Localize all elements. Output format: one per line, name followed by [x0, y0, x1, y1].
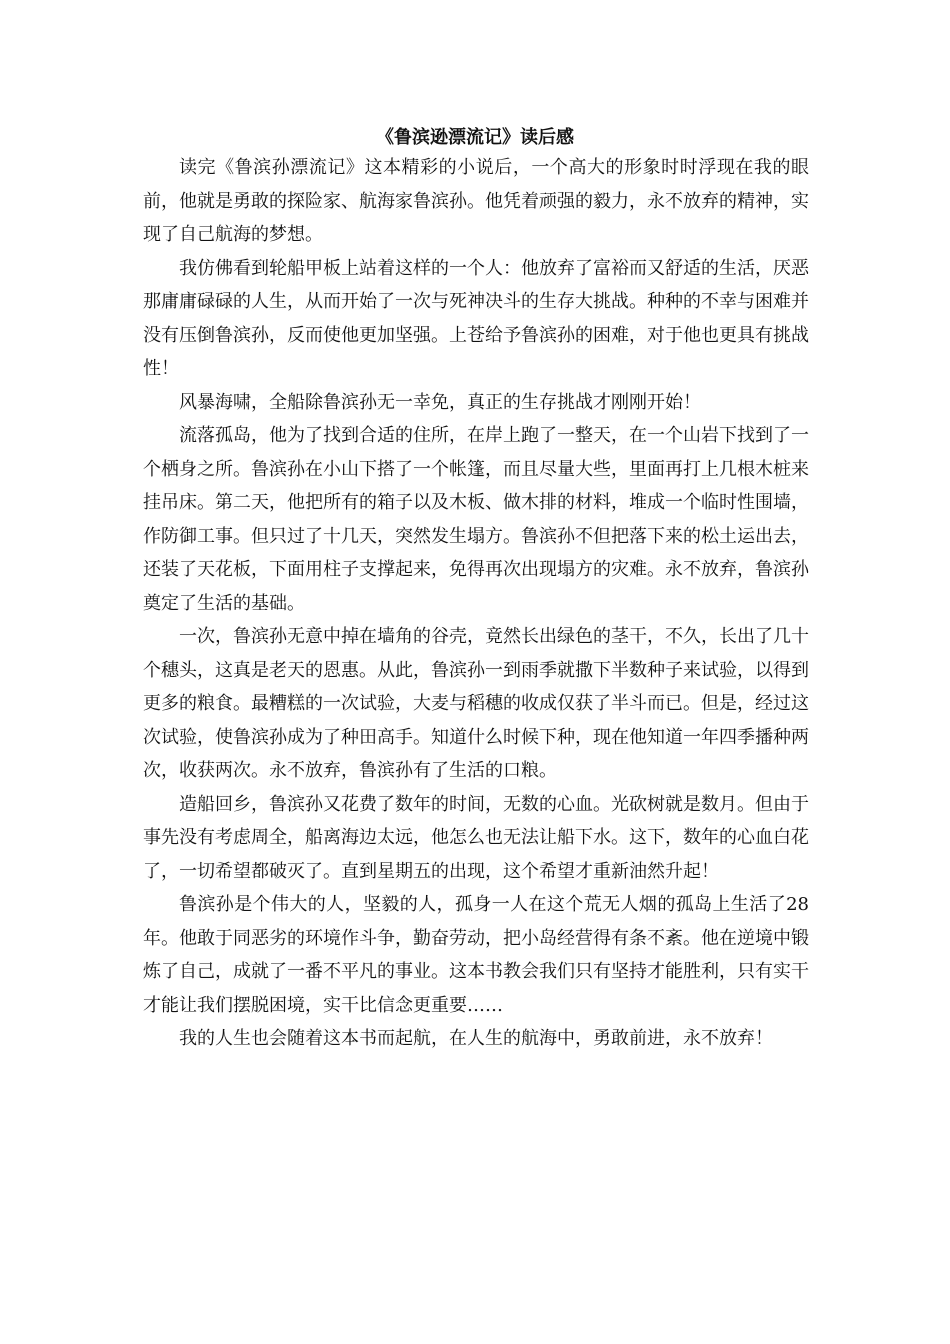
document-title: 《鲁滨逊漂流记》读后感	[376, 127, 574, 148]
paragraph-6: 造船回乡，鲁滨孙又花费了数年的时间，无数的心血。光砍树就是数月。但由于事先没有考虑周全，船离海边太远，他怎么也无法让船下水。这下，数年的心血白花了，一切希望都破灭了。直到星期五的出现，这个希望才重新油然升起！	[143, 793, 809, 882]
paragraph-3: 风暴海啸，全船除鲁滨孙无一幸免，真正的生存挑战才刚刚开始！	[179, 391, 701, 413]
document-body	[143, 151, 809, 1056]
paragraph-8: 我的人生也会随着这本书而起航，在人生的航海中，勇敢前进，永不放弃！	[179, 1028, 773, 1049]
paragraph-5: 一次，鲁滨孙无意中掉在墙角的谷壳，竟然长出绿色的茎干，不久，长出了几十个穗头，这真是老天的恩惠。从此，鲁滨孙一到雨季就撒下半数种子来试验，以得到更多的粮食。最糟糕的一次试验，大麦与稻穗的收成仅获了半斗而已。但是，经过这次试验，使鲁滨孙成为了种田高手。知道什么时候下种，现在他知道一年四季播种两次，收获两次。永不放弃，鲁滨孙有了生活的口粮。	[143, 626, 809, 781]
paragraph-2: 我仿佛看到轮船甲板上站着这样的一个人：他放弃了富裕而又舒适的生活，厌恶那庸庸碌碌的人生，从而开始了一次与死神决斗的生存大挑战。种种的不幸与困难并没有压倒鲁滨孙，反而使他更加坚强。上苍给予鲁滨孙的困难，对于他也更具有挑战性！	[143, 257, 809, 379]
paragraph-4: 流落孤岛，他为了找到合适的住所，在岸上跑了一整天，在一个山岩下找到了一个栖身之所。鲁滨孙在小山下搭了一个帐篷，而且尽量大些，里面再打上几根木桩来挂吊床。第二天，他把所有的箱子以及木板、做木排的材料，堆成一个临时性围墙，作防御工事。但只过了十几天，突然发生塌方。鲁滨孙不但把落下来的松土运出去，还装了天花板，下面用柱子支撑起来，免得再次出现塌方的灾难。永不放弃，鲁滨孙奠定了生活的基础。	[143, 425, 809, 614]
paragraph-1: 读完《鲁滨孙漂流记》这本精彩的小说后，一个高大的形象时时浮现在我的眼前，他就是勇敢的探险家、航海家鲁滨孙。他凭着顽强的毅力，永不放弃的精神，实现了自己航海的梦想。	[143, 157, 809, 245]
paragraph-7: 鲁滨孙是个伟大的人，坚毅的人，孤身一人在这个荒无人烟的孤岛上生活了28年。他敢于同恶劣的环境作斗争，勤奋劳动，把小岛经营得有条不紊。他在逆境中锻炼了自己，成就了一番不平凡的事业。这本书教会我们只有坚持才能胜利，只有实干才能让我们摆脱困境，实干比信念更重要……	[143, 894, 809, 1016]
